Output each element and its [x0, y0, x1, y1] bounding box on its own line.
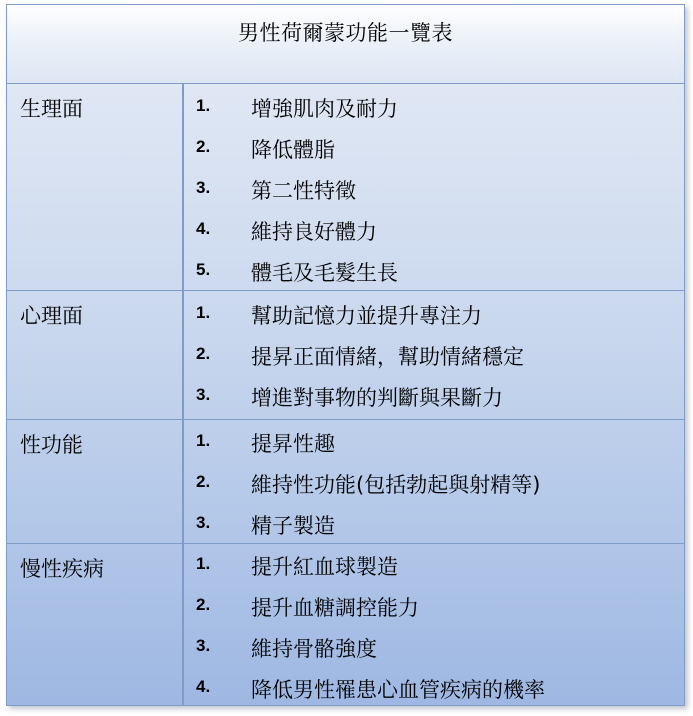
item-text: 維持骨骼強度	[251, 637, 377, 661]
list-item	[184, 375, 684, 416]
item-text: 提昇性趣	[251, 432, 335, 456]
item-text: 幫助記憶力並提升專注力	[251, 304, 482, 328]
item-text: 體毛及毛髮生長	[251, 261, 398, 285]
item-text: 精子製造	[251, 514, 335, 538]
category-label: 慢性疾病	[20, 557, 104, 581]
item-text: 維持性功能(包括勃起與射精等)	[251, 473, 541, 497]
category-cell	[7, 291, 184, 419]
list-item	[184, 667, 684, 708]
category-cell	[7, 420, 184, 543]
category-cell	[7, 84, 184, 290]
item-number: 1.	[196, 431, 211, 450]
item-number: 1.	[196, 554, 211, 573]
item-text: 增進對事物的判斷與果斷力	[251, 386, 503, 410]
item-number: 2.	[196, 137, 211, 156]
list-item	[184, 86, 684, 127]
item-text: 降低男性罹患心血管疾病的機率	[251, 678, 545, 702]
table-title: 男性荷爾蒙功能一覽表	[238, 21, 453, 45]
function-table	[6, 4, 685, 706]
title-row	[7, 5, 684, 84]
list-item	[184, 209, 684, 250]
item-number: 5.	[196, 260, 211, 279]
list-item	[184, 421, 684, 462]
item-number: 4.	[196, 677, 211, 696]
category-cell	[7, 544, 184, 705]
category-label: 性功能	[20, 433, 83, 457]
section-physiological	[7, 84, 684, 291]
item-text: 提升血糖調控能力	[251, 596, 419, 620]
list-item	[184, 334, 684, 375]
list-item	[184, 626, 684, 667]
item-number: 2.	[196, 472, 211, 491]
list-item	[184, 462, 684, 503]
item-text: 降低體脂	[251, 138, 335, 162]
list-item	[184, 503, 684, 544]
item-text: 提昇正面情緒，幫助情緒穩定	[251, 345, 524, 369]
item-number: 1.	[196, 96, 211, 115]
list-item	[184, 544, 684, 585]
list-item	[184, 250, 684, 291]
list-item	[184, 168, 684, 209]
item-number: 3.	[196, 178, 211, 197]
item-text: 提升紅血球製造	[251, 555, 398, 579]
item-text: 增強肌肉及耐力	[251, 97, 398, 121]
section-sexual-function	[7, 420, 684, 544]
item-number: 3.	[196, 513, 211, 532]
list-item	[184, 127, 684, 168]
list-item	[184, 585, 684, 626]
item-text: 第二性特徵	[251, 179, 356, 203]
category-label: 生理面	[20, 97, 83, 121]
section-chronic-disease	[7, 544, 684, 705]
item-number: 2.	[196, 344, 211, 363]
item-number: 1.	[196, 303, 211, 322]
list-item	[184, 293, 684, 334]
item-number: 2.	[196, 595, 211, 614]
item-number: 3.	[196, 385, 211, 404]
item-number: 3.	[196, 636, 211, 655]
item-number: 4.	[196, 219, 211, 238]
item-text: 維持良好體力	[251, 220, 377, 244]
section-psychological	[7, 291, 684, 420]
category-label: 心理面	[20, 304, 83, 328]
